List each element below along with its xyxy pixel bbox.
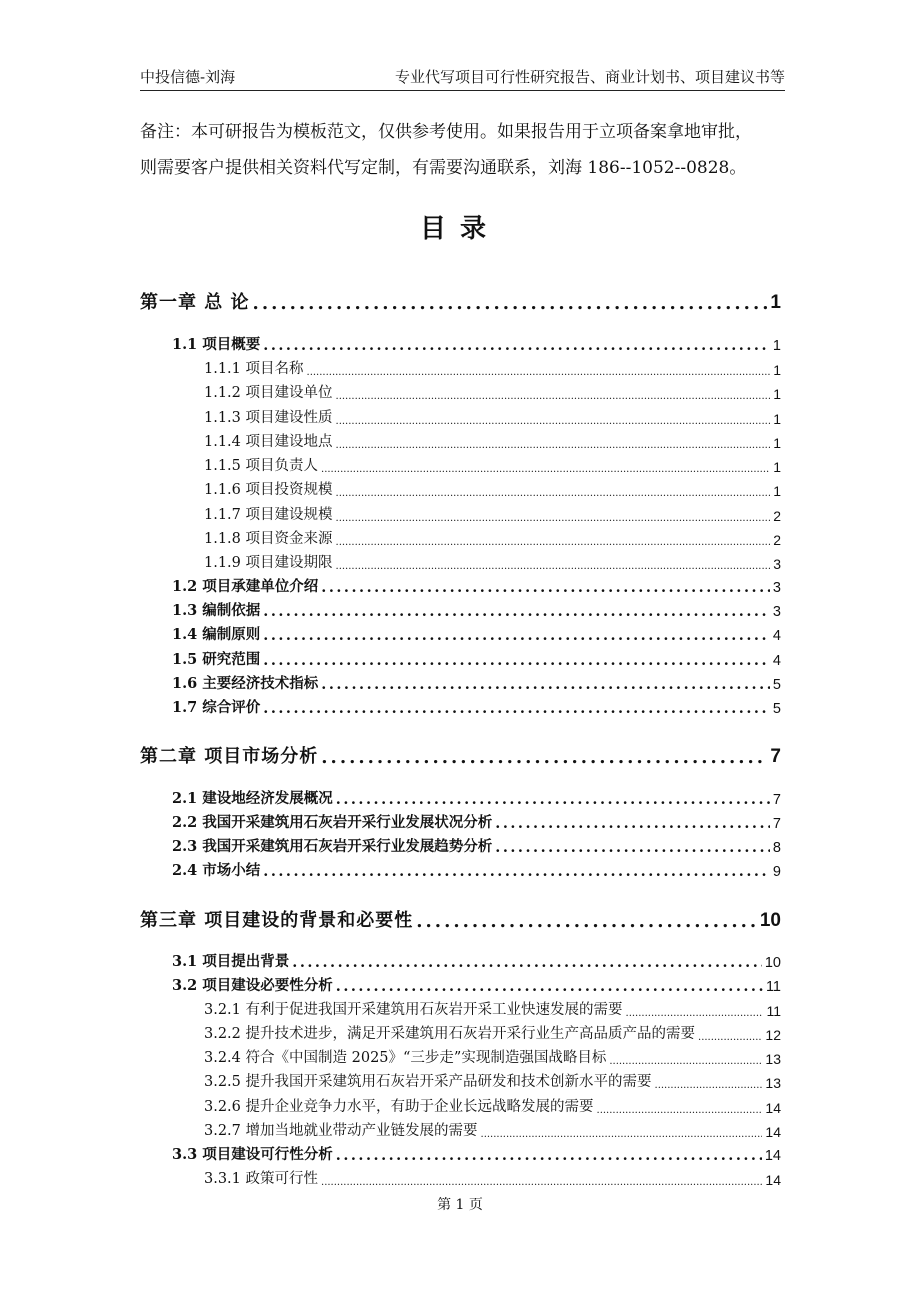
toc-entry-label: 3.3.1 政策可行性: [204, 1171, 319, 1187]
toc-subsection[interactable]: [204, 998, 781, 1019]
toc-leader-dots: [263, 337, 770, 354]
toc-leader-dots: [253, 293, 768, 314]
toc-section[interactable]: [172, 835, 781, 856]
toc-page-number: 5: [772, 701, 781, 717]
toc-section[interactable]: [172, 1143, 781, 1164]
toc-entry-label: 1.7 综合评价: [172, 699, 261, 716]
toc-entry-label: 1.2 项目承建单位介绍: [172, 578, 319, 595]
toc-page-number: 14: [764, 1148, 781, 1164]
toc-leader-dots: [263, 863, 770, 880]
toc-leader-dots: [597, 1105, 763, 1116]
toc-page-number: 11: [766, 1003, 781, 1019]
toc-chapter[interactable]: [140, 906, 781, 932]
toc-leader-dots: [416, 911, 757, 932]
toc-entry-label: 1.1.6 项目投资规模: [204, 482, 333, 498]
toc-page-number: 8: [772, 840, 781, 856]
toc-leader-dots: [336, 513, 771, 524]
toc-page-number: 3: [773, 556, 781, 572]
toc-entry-label: 3.2.7 增加当地就业带动产业链发展的需要: [204, 1123, 478, 1139]
toc-subsection[interactable]: [204, 454, 781, 475]
toc-leader-dots: [263, 700, 770, 717]
toc-leader-dots: [495, 815, 770, 832]
toc-entry-label: 3.1 项目提出背景: [172, 953, 290, 970]
toc-leader-dots: [336, 1147, 762, 1164]
toc-leader-dots: [321, 464, 770, 475]
toc-page-number: 1: [772, 338, 781, 354]
toc-entry-label: 1.1.1 项目名称: [204, 361, 304, 377]
toc-page-number: 1: [773, 411, 781, 427]
toc-subsection[interactable]: [204, 381, 781, 402]
toc-subsection[interactable]: [204, 551, 781, 572]
toc-leader-dots: [321, 747, 767, 768]
toc-leader-dots: [336, 416, 771, 427]
toc-subsection[interactable]: [204, 406, 781, 427]
toc-subsection[interactable]: [204, 503, 781, 524]
toc-page-number: 7: [770, 746, 781, 767]
toc-page-number: 2: [773, 508, 781, 524]
toc-section[interactable]: [172, 333, 781, 354]
toc-section[interactable]: [172, 648, 781, 669]
toc-entry-label: 3.2.1 有利于促进我国开采建筑用石灰岩开采工业快速发展的需要: [204, 1002, 623, 1018]
page-footer: 第 1 页: [437, 1197, 483, 1213]
toc-entry-label: 1.1.9 项目建设期限: [204, 555, 333, 571]
toc-entry-label: 3.2.6 提升企业竞争力水平，有助于企业长远战略发展的需要: [204, 1099, 594, 1115]
toc-leader-dots: [263, 627, 770, 644]
toc-leader-dots: [321, 676, 770, 693]
toc-entry-label: 3.2.2 提升技术进步，满足开采建筑用石灰岩开采行业生产高品质产品的需要: [204, 1026, 696, 1042]
note-line-2: 则需要客户提供相关资料代写定制，有需要沟通联系，刘海 186--1052--0828。: [140, 158, 747, 178]
toc-leader-dots: [336, 488, 771, 499]
toc-leader-dots: [609, 1056, 762, 1067]
toc-entry-label: 1.4 编制原则: [172, 626, 261, 643]
toc-entry-label: 1.5 研究范围: [172, 651, 261, 668]
toc-section[interactable]: [172, 623, 781, 644]
toc-subsection[interactable]: [204, 1022, 781, 1043]
toc-section[interactable]: [172, 787, 781, 808]
toc-page-number: 13: [765, 1075, 781, 1091]
page-header: [140, 64, 785, 91]
toc-leader-dots: [481, 1129, 763, 1140]
toc-leader-dots: [336, 391, 771, 402]
toc-entry-label: 1.1.5 项目负责人: [204, 458, 319, 474]
toc-subsection[interactable]: [204, 1095, 781, 1116]
toc-leader-dots: [336, 561, 771, 572]
disclaimer-note: [140, 114, 790, 186]
toc-title: 目录: [419, 214, 500, 244]
toc-leader-dots: [495, 839, 770, 856]
toc-page-number: 3: [772, 580, 781, 596]
note-line-1: 备注：本可研报告为模板范文，仅供参考使用。如果报告用于立项备案拿地审批，: [140, 122, 752, 142]
toc-leader-dots: [307, 367, 771, 378]
toc-entry-label: 1.1.2 项目建设单位: [204, 385, 333, 401]
toc-entry-label: 2.2 我国开采建筑用石灰岩开采行业发展状况分析: [172, 814, 493, 831]
toc-entry-label: 1.6 主要经济技术指标: [172, 675, 319, 692]
toc-leader-dots: [321, 1177, 762, 1188]
toc-entry-label: 1.1.8 项目资金来源: [204, 531, 333, 547]
header-right-text: 专业代写项目可行性研究报告、商业计划书、项目建议书等: [394, 68, 785, 86]
toc-leader-dots: [292, 954, 762, 971]
toc-leader-dots: [698, 1032, 762, 1043]
toc-entry-label: 1.1.3 项目建设性质: [204, 410, 333, 426]
toc-subsection[interactable]: [204, 527, 781, 548]
toc-entry-label: 3.3 项目建设可行性分析: [172, 1146, 333, 1163]
toc-leader-dots: [336, 537, 771, 548]
toc-entry-label: 3.2.5 提升我国开采建筑用石灰岩开采产品研发和技术创新水平的需要: [204, 1074, 652, 1090]
toc-leader-dots: [626, 1008, 764, 1019]
toc-page-number: 4: [772, 653, 781, 669]
toc-leader-dots: [263, 603, 770, 620]
toc-page-number: 7: [772, 792, 781, 808]
toc-page-number: 1: [773, 483, 781, 499]
toc-section[interactable]: [172, 672, 781, 693]
header-left-text: 中投信德-刘海: [140, 68, 236, 86]
toc-page-number: 1: [773, 435, 781, 451]
toc-entry-label: 2.3 我国开采建筑用石灰岩开采行业发展趋势分析: [172, 838, 493, 855]
toc-page-number: 5: [772, 677, 781, 693]
toc-entry-label: 1.3 编制依据: [172, 602, 261, 619]
toc-page-number: 1: [770, 292, 781, 313]
toc-leader-dots: [263, 652, 770, 669]
toc-leader-dots: [336, 978, 763, 995]
toc-section[interactable]: [172, 575, 781, 596]
toc-page-number: 4: [772, 628, 781, 644]
toc-entry-label: 2.1 建设地经济发展概况: [172, 790, 333, 807]
toc-page-number: 14: [765, 1100, 781, 1116]
toc-page-number: 3: [772, 604, 781, 620]
toc-section[interactable]: [172, 599, 781, 620]
toc-entry-label: 第二章 项目市场分析: [140, 746, 319, 767]
toc-subsection[interactable]: [204, 1046, 781, 1067]
toc-chapter[interactable]: [140, 742, 781, 768]
toc-entry-label: 1.1.4 项目建设地点: [204, 434, 333, 450]
toc-subsection[interactable]: [204, 430, 781, 451]
toc-subsection[interactable]: [204, 478, 781, 499]
toc-leader-dots: [321, 579, 770, 596]
toc-entry-label: 3.2.4 符合《中国制造 2025》“三步走”实现制造强国战略目标: [204, 1050, 607, 1066]
toc-page-number: 2: [773, 532, 781, 548]
toc-entry-label: 2.4 市场小结: [172, 862, 261, 879]
toc-leader-dots: [336, 791, 770, 808]
toc-section[interactable]: [172, 859, 781, 880]
toc-page-number: 7: [772, 816, 781, 832]
toc-section[interactable]: [172, 950, 781, 971]
toc-subsection[interactable]: [204, 357, 781, 378]
toc-section[interactable]: [172, 974, 781, 995]
toc-page-number: 1: [773, 459, 781, 475]
toc-entry-label: 1.1 项目概要: [172, 336, 261, 353]
toc-subsection[interactable]: [204, 1119, 781, 1140]
toc-page-number: 11: [765, 979, 781, 995]
toc-page-number: 13: [765, 1051, 781, 1067]
toc-entry-label: 第一章 总 论: [140, 292, 250, 313]
toc-page-number: 10: [764, 955, 781, 971]
toc-section[interactable]: [172, 811, 781, 832]
toc-chapter[interactable]: [140, 288, 781, 314]
toc-page-number: 14: [765, 1172, 781, 1188]
toc-page-number: 1: [773, 386, 781, 402]
toc-entry-label: 第三章 项目建设的背景和必要性: [140, 910, 414, 931]
toc-subsection[interactable]: [204, 1070, 781, 1091]
toc-leader-dots: [336, 440, 771, 451]
toc-page-number: 9: [772, 864, 781, 880]
toc-entry-label: 3.2 项目建设必要性分析: [172, 977, 333, 994]
toc-subsection[interactable]: [204, 1167, 781, 1188]
toc-page-number: 10: [759, 910, 781, 931]
toc-leader-dots: [655, 1080, 763, 1091]
toc-page-number: 1: [773, 362, 781, 378]
toc-page-number: 12: [765, 1027, 781, 1043]
toc-page-number: 14: [765, 1124, 781, 1140]
toc-entry-label: 1.1.7 项目建设规模: [204, 507, 333, 523]
toc-section[interactable]: [172, 696, 781, 717]
